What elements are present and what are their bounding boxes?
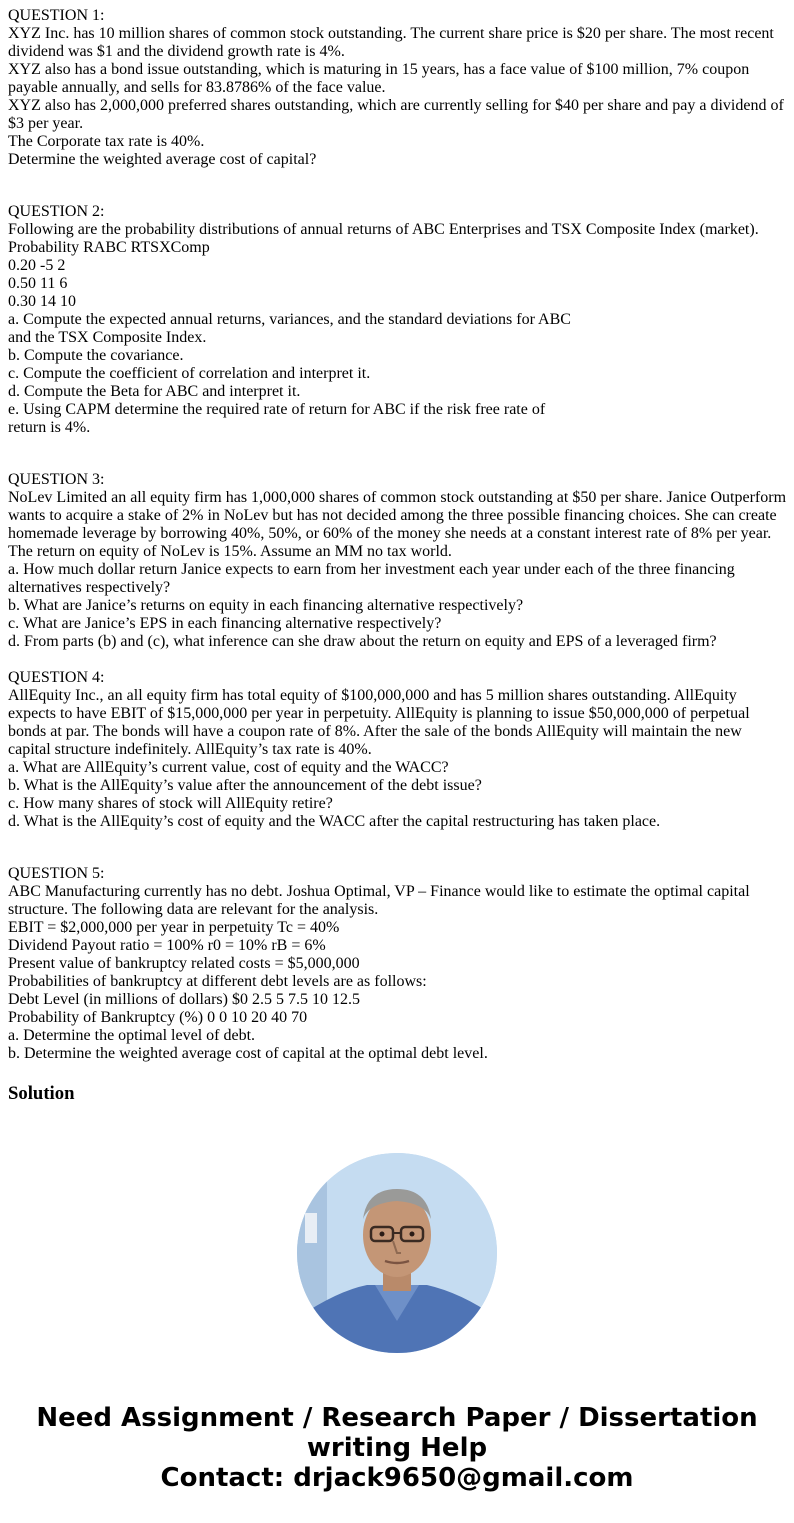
question-text: XYZ also has 2,000,000 preferred shares outstanding, which are currently selling for $40 per share and pay a dividend of $3 per year. [8,97,784,132]
question-text: Following are the probability distributions of annual returns of ABC Enterprises and TSX Composite Index (market). [8,221,759,238]
question-text: Probability RABC RTSXComp [8,239,210,256]
question-text: a. How much dollar return Janice expects to earn from her investment each year under each of the three financing alternatives respectively? [8,561,735,596]
banner-line-1: Need Assignment / Research Paper / Dissertation [36,1403,758,1433]
question-text: b. What are Janice’s returns on equity in each financing alternative respectively? [8,597,524,614]
question-text: d. Compute the Beta for ABC and interpret it. [8,383,301,400]
question-5 [8,865,788,1063]
question-heading: QUESTION 2: [8,203,105,220]
question-text: Present value of bankruptcy related costs = $5,000,000 [8,955,360,972]
question-heading: QUESTION 4: [8,669,105,686]
question-text: Dividend Payout ratio = 100% r0 = 10% rB = 6% [8,937,326,954]
question-text: b. What is the AllEquity’s value after the announcement of the debt issue? [8,777,482,794]
question-text: 0.50 11 6 [8,275,68,292]
question-4 [8,669,788,831]
question-text: XYZ also has a bond issue outstanding, which is maturing in 15 years, has a face value of $100 million, 7% coupon payable annually, and sells for 83.8786% of the face value. [8,61,750,96]
solution-heading: Solution [8,1083,75,1104]
question-text: b. Compute the covariance. [8,347,184,364]
question-text: c. What are Janice’s EPS in each financing alternative respectively? [8,615,442,632]
question-text: Determine the weighted average cost of capital? [8,151,317,168]
question-text: c. Compute the coefficient of correlation and interpret it. [8,365,371,382]
question-text: Probability of Bankruptcy (%) 0 0 10 20 40 70 [8,1009,308,1026]
question-2 [8,203,788,437]
question-text: AllEquity Inc., an all equity firm has total equity of $100,000,000 and has 5 million shares outstanding. AllEquity expects to have EBIT of $15,000,000 per year in perpetuity. AllEquity is planning to issue $50,000,000 of perpetual bonds at par. The bonds will have a coupon rate of 8%. After the sale of the bonds AllEquity will maintain the new capital structure indefinitely. AllEquity’s tax rate is 40%. [8,687,750,758]
question-text: a. Determine the optimal level of debt. [8,1027,256,1044]
question-heading: QUESTION 5: [8,865,105,882]
question-text: The Corporate tax rate is 40%. [8,133,205,150]
question-1 [8,7,788,169]
question-3 [8,471,788,651]
question-text: Probabilities of bankruptcy at different debt levels are as follows: [8,973,427,990]
question-text: EBIT = $2,000,000 per year in perpetuity Tc = 40% [8,919,340,936]
contact-banner [0,1403,794,1493]
document-body [8,7,788,1105]
question-text: ABC Manufacturing currently has no debt. Joshua Optimal, VP – Finance would like to estimate the optimal capital structure. The following data are relevant for the analysis. [8,883,750,918]
question-heading: QUESTION 1: [8,7,105,24]
question-text: a. What are AllEquity’s current value, cost of equity and the WACC? [8,759,449,776]
question-text: 0.30 14 10 [8,293,76,310]
author-portrait-image [297,1153,497,1353]
author-avatar [297,1153,497,1353]
question-text: and the TSX Composite Index. [8,329,207,346]
question-text: b. Determine the weighted average cost of capital at the optimal debt level. [8,1045,488,1062]
question-text: Debt Level (in millions of dollars) $0 2.5 5 7.5 10 12.5 [8,991,360,1008]
question-text: 0.20 -5 2 [8,257,66,274]
question-text: XYZ Inc. has 10 million shares of common stock outstanding. The current share price is $20 per share. The most recent dividend was $1 and the dividend growth rate is 4%. [8,25,774,60]
question-text: d. What is the AllEquity’s cost of equity and the WACC after the capital restructuring has taken place. [8,813,661,830]
question-text: d. From parts (b) and (c), what inference can she draw about the return on equity and EPS of a leveraged firm? [8,633,717,650]
banner-contact-email: Contact: drjack9650@gmail.com [160,1463,634,1493]
question-text: return is 4%. [8,419,91,436]
banner-line-2: writing Help [306,1433,488,1463]
question-heading: QUESTION 3: [8,471,105,488]
question-text: a. Compute the expected annual returns, variances, and the standard deviations for ABC [8,311,571,328]
question-text: NoLev Limited an all equity firm has 1,000,000 shares of common stock outstanding at $50 per share. Janice Outperform wants to acquire a stake of 2% in NoLev but has not decided among the three possible financing choices. She can create homemade leverage by borrowing 40%, 50%, or 60% of the money she needs at a constant interest rate of 8% per year. The return on equity of NoLev is 15%. Assume an MM no tax world. [8,489,787,560]
question-text: e. Using CAPM determine the required rate of return for ABC if the risk free rate of [8,401,546,418]
question-text: c. How many shares of stock will AllEquity retire? [8,795,333,812]
